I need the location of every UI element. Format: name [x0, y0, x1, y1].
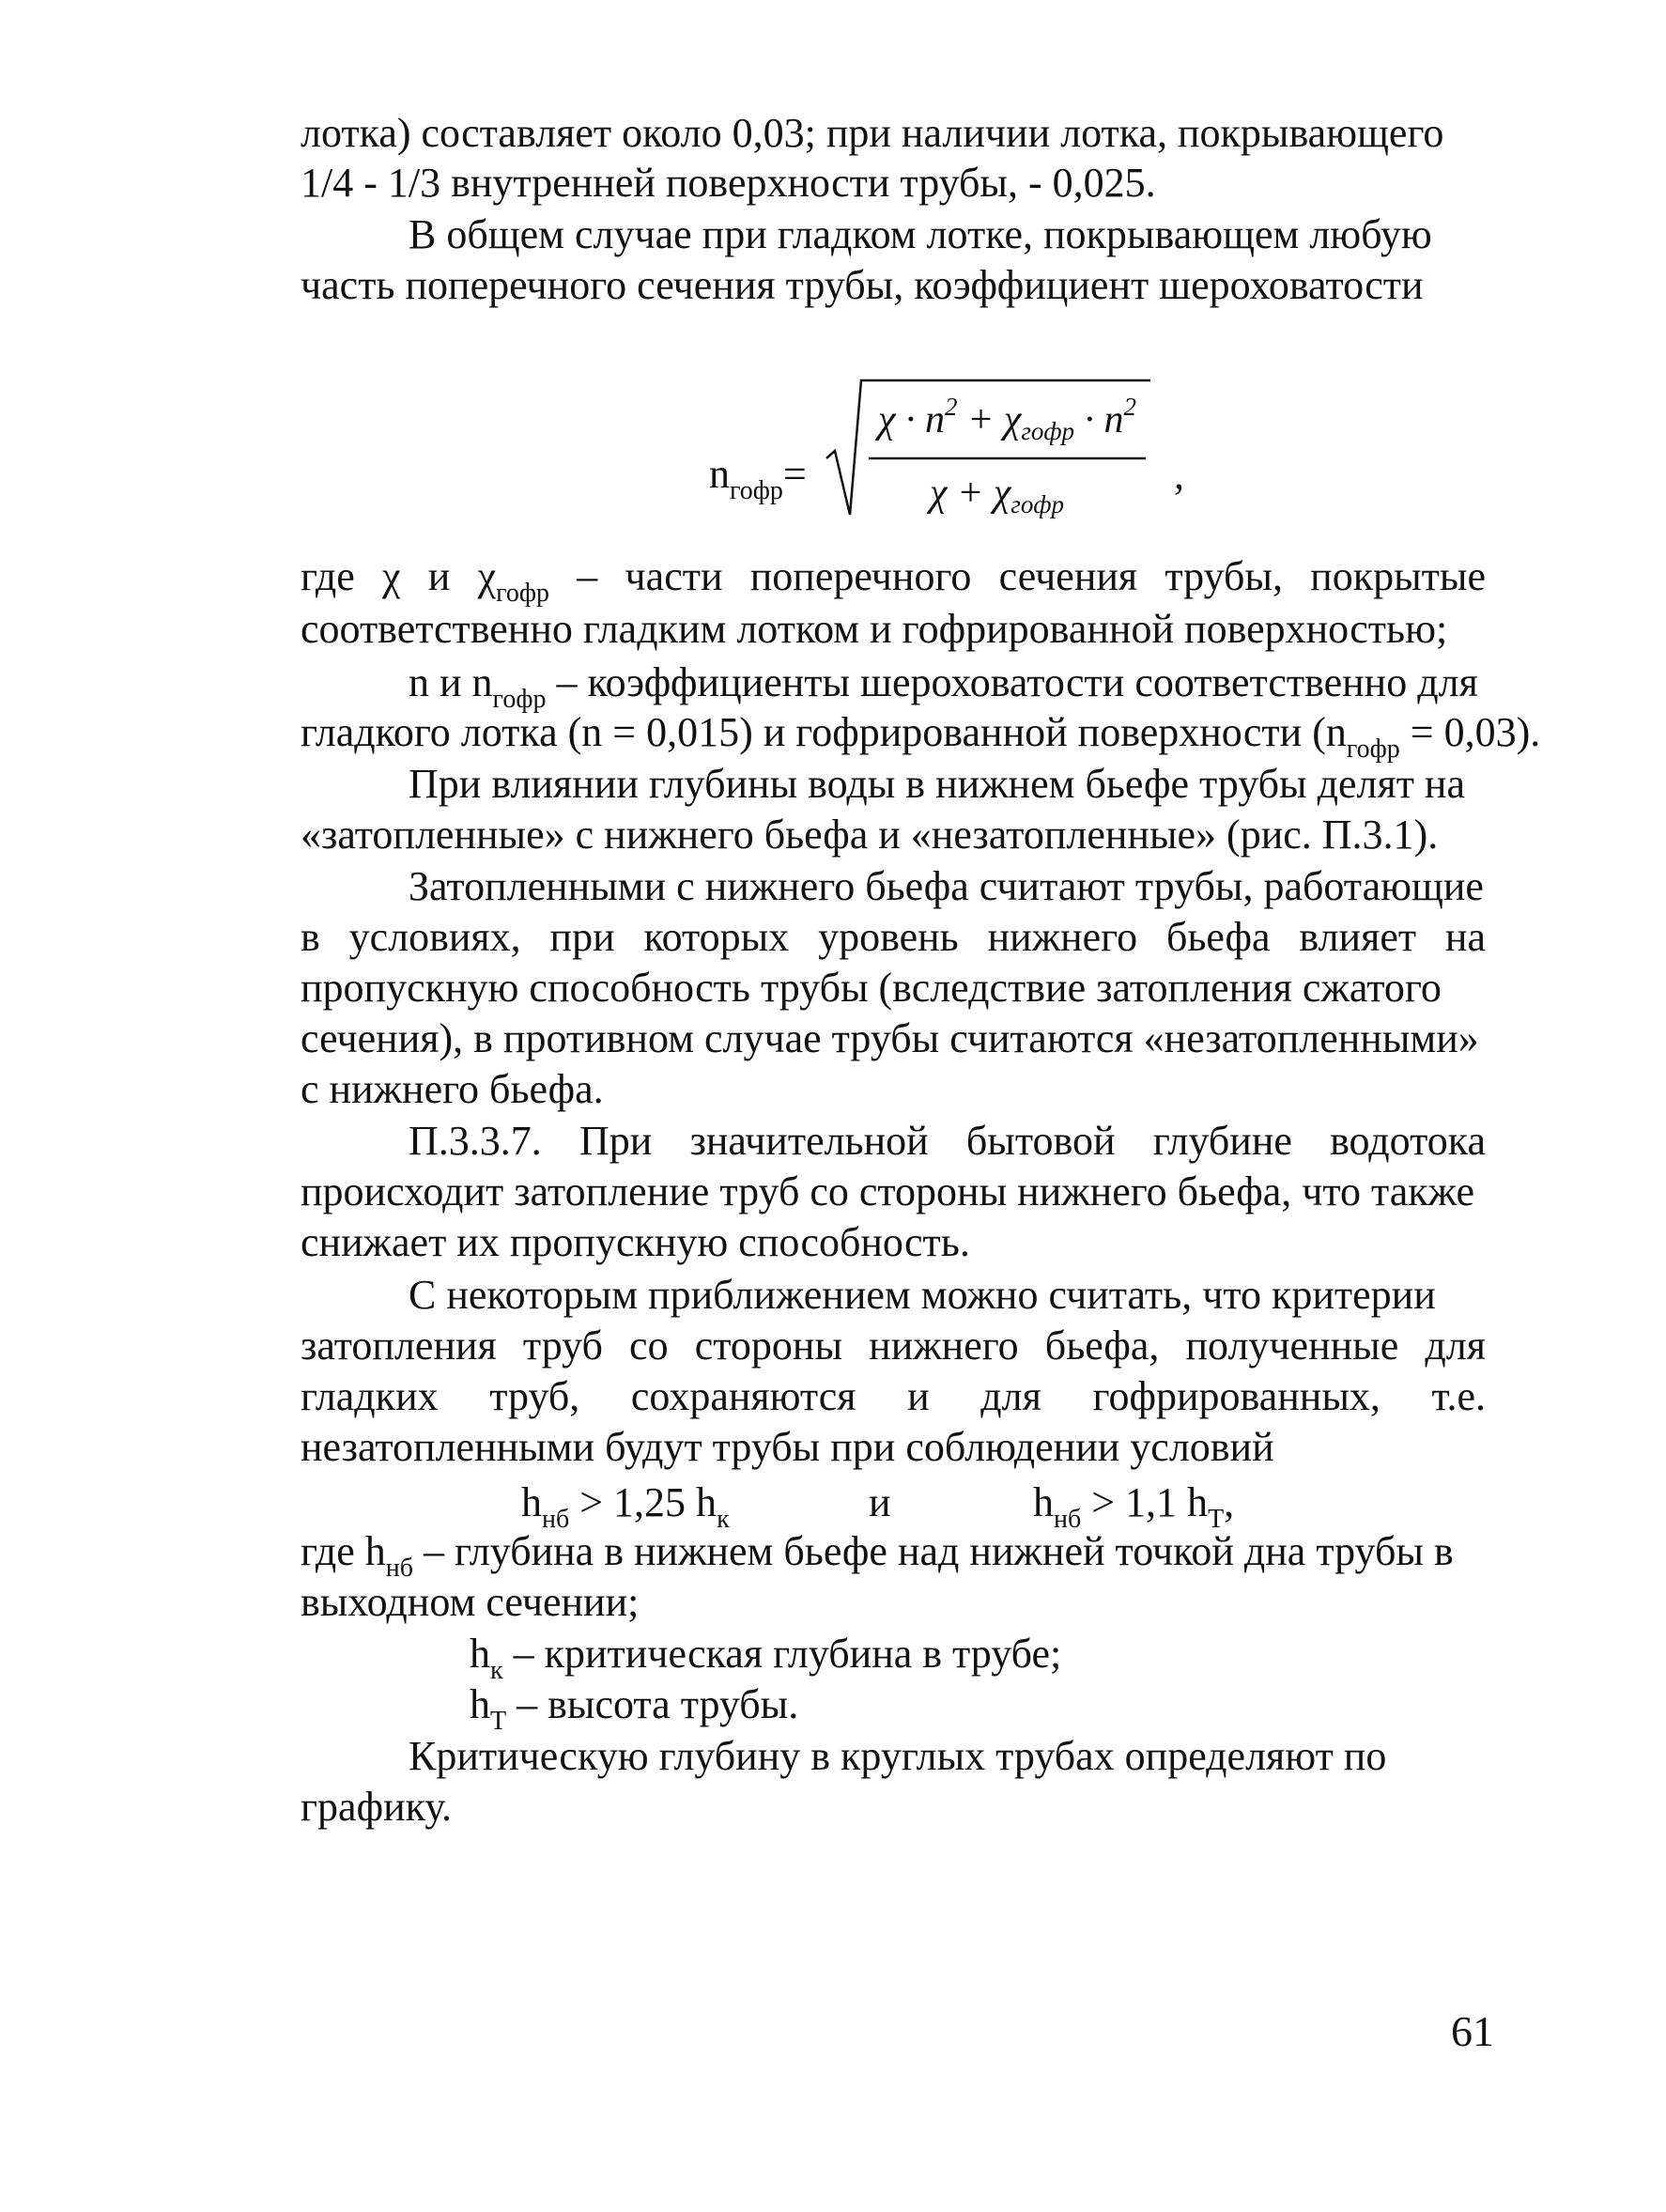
condition-1: $h_{нб} > 1,25$ $h_к$	[521, 1479, 730, 1534]
text-line: лотка) составляет около 0,03; при наличии лотка, покрывающего	[301, 110, 1444, 156]
text-line: С некоторым приближением можно считать, что критерии	[409, 1272, 1436, 1318]
text-line: П.3.3.7. При значительной бытовой глубине водотока	[409, 1118, 1486, 1164]
text-line: При влиянии глубины воды в нижнем бьефе трубы делят на	[409, 761, 1466, 807]
formula-lhs: $n_{гофр}=$	[709, 451, 807, 505]
text-line: n и $n_{гофр}$ – коэффициенты шероховатости соответственно для	[409, 659, 1478, 714]
text-line: с нижнего бьефа.	[301, 1066, 604, 1112]
formula-numerator: $\chi \cdot n^2 + \chi_{гофр} \cdot n^2$	[878, 393, 1137, 445]
text-line: затопления труб со стороны нижнего бьефа, полученные для	[301, 1323, 1486, 1369]
text-line: снижает их пропускную способность.	[301, 1219, 970, 1265]
page-number: 61	[1451, 2007, 1494, 2055]
text-line: гладкого лотка (n = 0,015) и гофрированной поверхности $(n_{гофр} = 0,03)$.	[301, 709, 1541, 764]
condition-2: $h_{нб} > 1,1$ $h_Т$,	[1033, 1479, 1235, 1534]
text-line: гладких труб, сохраняются и для гофрированных, т.е.	[301, 1373, 1486, 1419]
text-line: Затопленными с нижнего бьефа считают трубы, работающие	[409, 863, 1484, 909]
text-line: Критическую глубину в круглых трубах определяют по	[409, 1733, 1387, 1779]
text-line: 1/4 - 1/3 внутренней поверхности трубы, - 0,025.	[301, 160, 1156, 206]
text-line: графику.	[301, 1784, 452, 1830]
text-line: часть поперечного сечения трубы, коэффициент шероховатости	[301, 262, 1424, 308]
text-line: незатопленными будут трубы при соблюдении условий	[301, 1424, 1274, 1470]
text-line: $h_к$ – критическая глубина в трубе;	[470, 1631, 1062, 1685]
text-line: «затопленные» с нижнего бьефа и «незатопленные» (рис. П.3.1).	[301, 812, 1439, 858]
text-line: сечения), в противном случае трубы считаются «незатопленными»	[301, 1015, 1479, 1061]
text-line: происходит затопление труб со стороны нижнего бьефа, что также	[301, 1168, 1475, 1214]
roughness-formula	[709, 376, 1197, 526]
text-line: где $h_{нб}$ – глубина в нижнем бьефе над нижней точкой дна трубы в	[301, 1528, 1454, 1583]
text-line: $h_Т$ – высота трубы.	[470, 1681, 799, 1736]
formula-denominator: $\chi + \chi_{гофр}$	[930, 472, 1064, 518]
text-line: пропускную способность трубы (вследствие затопления сжатого	[301, 965, 1442, 1011]
text-line: соответственно гладким лотком и гофрированной поверхностью;	[301, 606, 1448, 652]
condition-and: и	[869, 1479, 891, 1525]
text-line: выходном сечении;	[301, 1579, 640, 1625]
text-line: в условиях, при которых уровень нижнего бьефа влияет на	[301, 914, 1486, 960]
formula-comma: ,	[1174, 452, 1184, 498]
text-line: где χ и $\chi_{гофр}$ – части поперечного сечения трубы, покрытые	[301, 553, 1486, 608]
text-line: В общем случае при гладком лотке, покрывающем любую	[409, 211, 1432, 257]
